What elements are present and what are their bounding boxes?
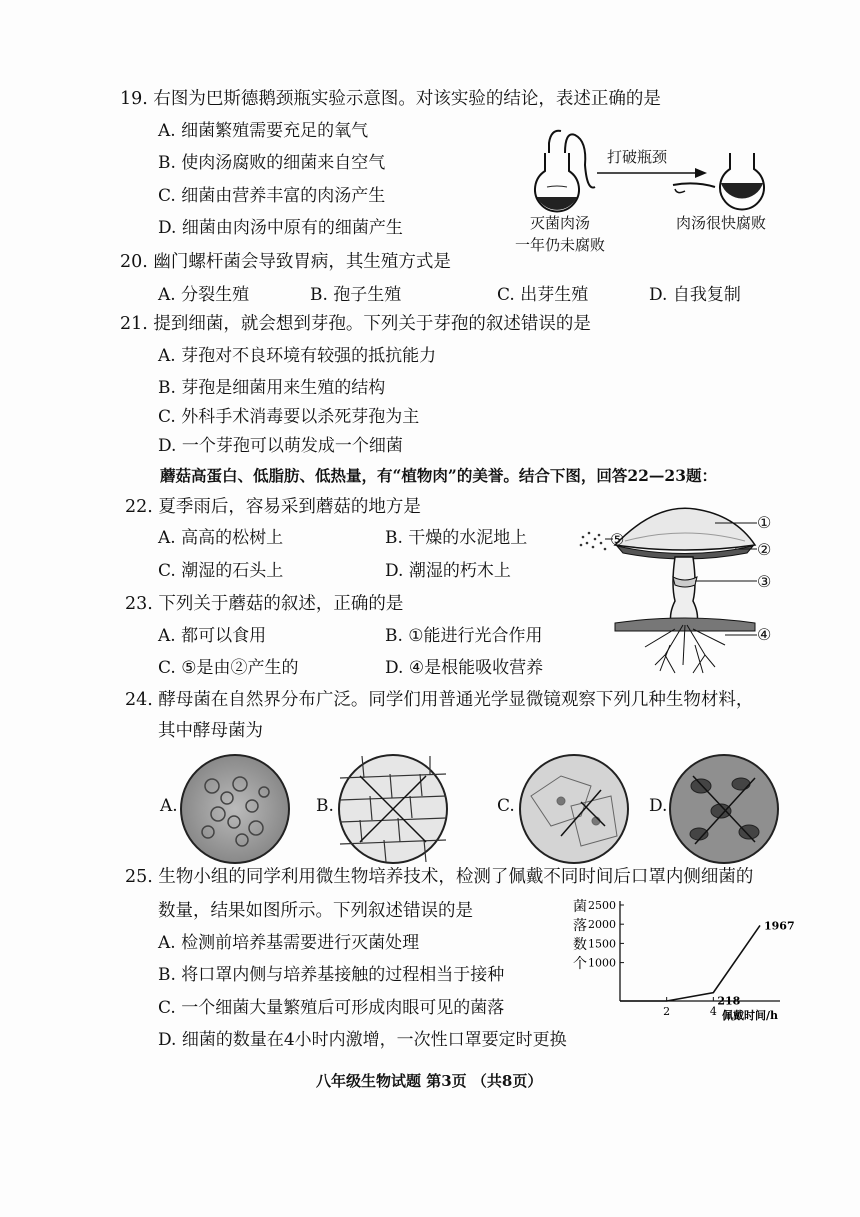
q24-option-a-label: A. [160, 796, 178, 816]
q24-micrograph-d [669, 754, 779, 864]
y-axis-label-char: 菌 [573, 899, 587, 915]
q25-stem-2: 数量，结果如图所示。下列叙述错误的是 [158, 901, 473, 921]
data-label: 218 [717, 994, 741, 1008]
q19-stem: 19. 右图为巴斯德鹅颈瓶实验示意图。对该实验的结论，表述正确的是 [120, 89, 661, 109]
q21-option-b: B. 芽孢是细菌用来生殖的结构 [158, 378, 386, 398]
q23-option-c: C. ⑤是由②产生的 [158, 658, 299, 678]
q19-option-d: D. 细菌由肉汤中原有的细菌产生 [158, 218, 403, 238]
hyphae-icon [645, 625, 725, 673]
intro-22-23: 蘑菇高蛋白、低脂肪、低热量，有“植物肉”的美誉。结合下图，回答22—23题： [160, 466, 717, 485]
yeast-cells-icon [182, 756, 288, 862]
q21-option-a: A. 芽孢对不良环境有较强的抵抗能力 [158, 346, 437, 366]
mushroom-label-1: ① [757, 513, 772, 532]
q24-micrograph-c [519, 754, 629, 864]
intact-flask-icon [535, 131, 595, 212]
mushroom-stem-icon [671, 557, 698, 623]
q23-stem: 23. 下列关于蘑菇的叙述，正确的是 [125, 594, 404, 614]
q22-stem: 22. 夏季雨后，容易采到蘑菇的地方是 [125, 497, 421, 517]
q25-option-d: D. 细菌的数量在4小时内激增，一次性口罩要定时更换 [158, 1030, 567, 1050]
mushroom-label-4: ④ [757, 625, 772, 644]
q19-option-a: A. 细菌繁殖需要充足的氧气 [158, 121, 369, 141]
arrow-head-icon [695, 168, 707, 178]
q20-option-b: B. 孢子生殖 [310, 285, 402, 305]
q24-stem-2: 其中酵母菌为 [158, 721, 263, 741]
q23-option-b: B. ①能进行光合作用 [385, 626, 543, 646]
y-tick-label: 1000 [588, 956, 616, 970]
q25-option-b: B. 将口罩内侧与培养基接触的过程相当于接种 [158, 965, 505, 985]
flask-right-caption: 肉汤很快腐败 [676, 214, 767, 232]
x-tick-label: 4 [709, 1005, 717, 1018]
q22-option-a: A. 高高的松树上 [158, 528, 284, 548]
q20-stem: 20. 幽门螺杆菌会导致胃病，其生殖方式是 [120, 252, 451, 272]
onion-cells-icon [340, 756, 446, 862]
q20-option-c: C. 出芽生殖 [497, 285, 589, 305]
mushroom-label-5: ⑤ [610, 530, 625, 549]
y-axis-label-char: 数 [573, 937, 587, 953]
q24-option-c-label: C. [497, 796, 515, 816]
q19-option-b: B. 使肉汤腐败的细菌来自空气 [158, 153, 386, 173]
q24-option-b-label: B. [316, 796, 334, 816]
data-label: 1967 [764, 919, 795, 933]
q20-option-a: A. 分裂生殖 [158, 285, 250, 305]
mushroom-figure [575, 505, 785, 685]
q21-option-d: D. 一个芽孢可以萌发成一个细菌 [158, 436, 403, 456]
leaf-cells-icon [671, 756, 777, 862]
q24-option-d-label: D. [649, 796, 668, 816]
y-tick-label: 2000 [588, 918, 616, 932]
broken-flask-icon [673, 153, 764, 209]
mushroom-cap-icon [615, 508, 755, 550]
flask-left-caption-1: 灭菌肉汤 [530, 214, 591, 232]
q25-option-c: C. 一个细菌大量繁殖后可形成肉眼可见的菌落 [158, 998, 505, 1018]
q25-option-a: A. 检测前培养基需要进行灭菌处理 [158, 933, 420, 953]
bacteria-count-chart [565, 895, 795, 1025]
mushroom-label-3: ③ [757, 572, 772, 591]
q24-stem-1: 24. 酵母菌在自然界分布广泛。同学们用普通光学显微镜观察下列几种生物材料， [125, 690, 754, 710]
q20-option-d: D. 自我复制 [649, 285, 741, 305]
q24-micrograph-b [338, 754, 448, 864]
q24-micrograph-a [180, 754, 290, 864]
flask-left-caption-2: 一年仍未腐败 [515, 236, 606, 254]
x-axis-label: 佩戴时间/h [721, 1009, 779, 1022]
series-line [620, 925, 760, 1001]
y-tick-label: 1500 [588, 937, 616, 951]
q22-option-b: B. 干燥的水泥地上 [385, 528, 528, 548]
spores-icon [580, 532, 607, 551]
q21-stem: 21. 提到细菌，就会想到芽孢。下列关于芽孢的叙述错误的是 [120, 314, 591, 334]
x-tick-label: 2 [663, 1005, 671, 1018]
swan-neck-flask-figure [525, 125, 785, 225]
q22-option-d: D. 潮湿的朽木上 [385, 561, 511, 581]
q23-option-a: A. 都可以食用 [158, 626, 267, 646]
y-axis-label-char: 落 [573, 918, 587, 934]
q25-stem-1: 25. 生物小组的同学利用微生物培养技术，检测了佩戴不同时间后口罩内侧细菌的 [125, 867, 754, 887]
mushroom-label-2: ② [757, 540, 772, 559]
page-footer: 八年级生物试题 第3页 （共8页） [316, 1072, 543, 1090]
q21-option-c: C. 外科手术消毒要以杀死芽孢为主 [158, 407, 420, 427]
flask-arrow-label: 打破瓶颈 [607, 148, 668, 166]
y-tick-label: 2500 [588, 899, 616, 912]
q19-option-c: C. 细菌由营养丰富的肉汤产生 [158, 186, 386, 206]
cheek-cells-icon [521, 756, 627, 862]
y-axis-label-char: 个 [573, 956, 587, 972]
q22-option-c: C. 潮湿的石头上 [158, 561, 284, 581]
q23-option-d: D. ④是根能吸收营养 [385, 658, 544, 678]
